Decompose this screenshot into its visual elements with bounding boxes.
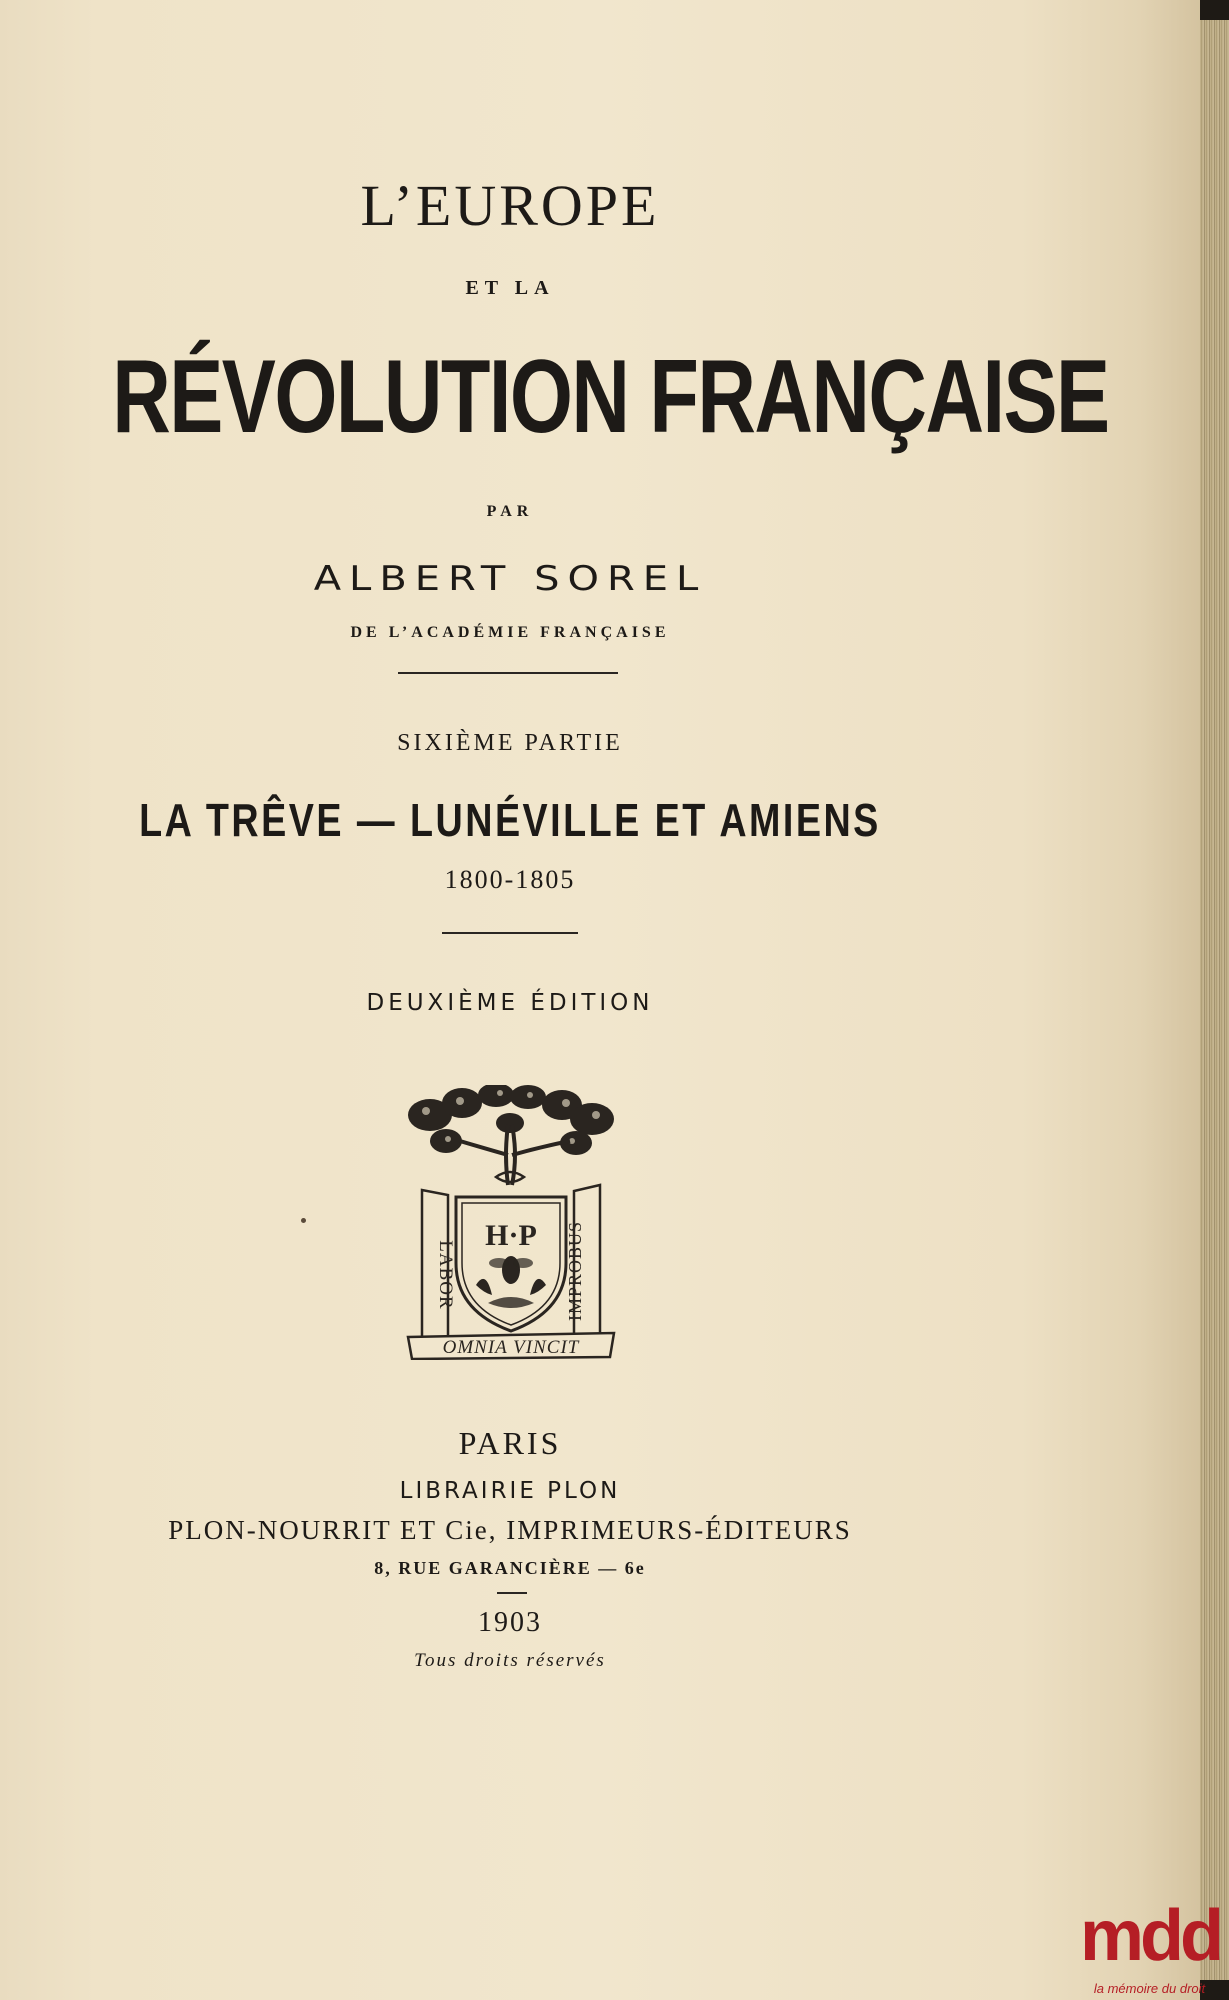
watermark-logo: mdd	[1080, 1896, 1220, 1976]
imprint-rights: Tous droits réservés	[414, 1650, 606, 1671]
imprint-city: PARIS	[458, 1425, 562, 1461]
subtitle: LA TRÊVE — LUNÉVILLE ET AMIENS	[139, 794, 881, 846]
author-name: ALBERT SOREL	[313, 559, 707, 599]
author-affiliation: DE L’ACADÉMIE FRANÇAISE	[350, 624, 670, 641]
by-label: PAR	[486, 503, 534, 520]
divider-rule	[497, 1592, 527, 1594]
title-line-2: ET LA	[465, 277, 555, 299]
ink-speck	[301, 1218, 306, 1223]
mdd-logo-icon	[1070, 1890, 1229, 1980]
part-label: SIXIÈME PARTIE	[397, 730, 623, 756]
page-edges	[1200, 20, 1229, 1980]
emblem-bottom-banner: OMNIA VINCIT	[442, 1337, 580, 1358]
imprint-address: 8, RUE GARANCIÈRE — 6e	[374, 1558, 646, 1578]
edition-label: DEUXIÈME ÉDITION	[366, 990, 654, 1016]
divider-rule	[398, 672, 618, 674]
imprint-publisher: LIBRAIRIE PLON	[399, 1478, 621, 1504]
date-range: 1800-1805	[444, 865, 576, 894]
emblem-right-banner: IMPROBUS	[565, 1220, 585, 1322]
watermark-tagline: la mémoire du droit	[1093, 1981, 1206, 1996]
divider-rule	[442, 932, 578, 934]
watermark	[1070, 1890, 1229, 2000]
title-line-1: L’EUROPE	[360, 173, 660, 238]
emblem-monogram: H·P	[485, 1219, 537, 1252]
publisher-emblem-icon	[400, 1085, 622, 1360]
emblem-left-banner: LABOR	[435, 1240, 456, 1310]
imprint-printers: PLON-NOURRIT ET Cie, IMPRIMEURS-ÉDITEURS	[168, 1515, 852, 1545]
imprint-year: 1903	[478, 1607, 542, 1638]
title-line-3: RÉVOLUTION FRANÇAISE	[112, 339, 1109, 455]
